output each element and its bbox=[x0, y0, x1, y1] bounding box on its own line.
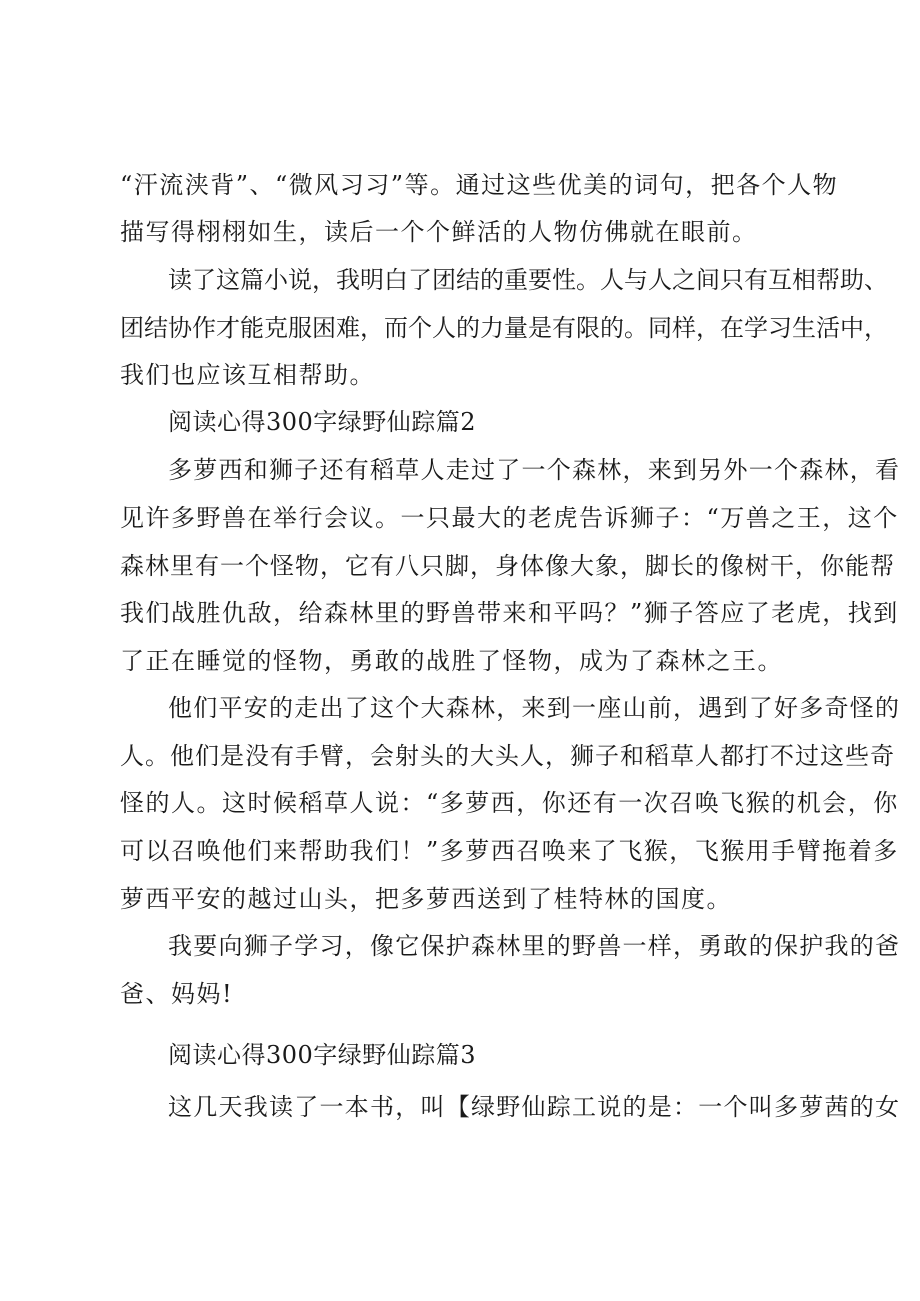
paragraph-line: 人。他们是没有手臂，会射头的大头人，狮子和稻草人都打不过这些奇 bbox=[120, 742, 895, 770]
paragraph-line: 描写得栩栩如生，读后一个个鲜活的人物仿佛就在眼前。 bbox=[120, 218, 758, 246]
paragraph-line: 团结协作才能克服困难，而个人的力量是有限的。同样，在学习生活中， bbox=[120, 314, 888, 342]
section-heading: 阅读心得300字绿野仙踪篇3 bbox=[168, 1041, 477, 1069]
paragraph-line: 我们战胜仇敌，给森林里的野兽带来和平吗？”狮子答应了老虎，找到 bbox=[120, 599, 899, 627]
paragraph-line: 多萝西和狮子还有稻草人走过了一个森林，来到另外一个森林，看 bbox=[168, 456, 901, 484]
paragraph-line: 森林里有一个怪物，它有八只脚，身体像大象，脚长的像树干，你能帮 bbox=[120, 552, 895, 580]
paragraph-line: 他们平安的走出了这个大森林，来到一座山前，遇到了好多奇怪的 bbox=[168, 694, 901, 722]
paragraph-line: 可以召唤他们来帮助我们！”多萝西召唤来了飞猴，飞猴用手臂拖着多 bbox=[120, 837, 899, 865]
paragraph-line: 萝西平安的越过山头，把多萝西送到了桂特林的国度。 bbox=[120, 885, 732, 913]
paragraph-line: 见许多野兽在举行会议。一只最大的老虎告诉狮子：“万兽之王，这个 bbox=[120, 504, 899, 532]
paragraph-line: 我要向狮子学习，像它保护森林里的野兽一样，勇敢的保护我的爸 bbox=[168, 932, 901, 960]
paragraph-line: 了正在睡觉的怪物，勇敢的战胜了怪物，成为了森林之王。 bbox=[120, 647, 783, 675]
section-heading: 阅读心得300字绿野仙踪篇2 bbox=[168, 408, 477, 436]
paragraph-line: 爸、妈妈! bbox=[120, 980, 234, 1008]
paragraph-line: 读了这篇小说，我明白了团结的重要性。人与人之间只有互相帮助、 bbox=[168, 266, 888, 294]
paragraph-line: 这几天我读了一本书，叫【绿野仙踪工说的是：一个叫多萝茜的女 bbox=[168, 1093, 901, 1121]
paragraph-line: “汗流浃背”、“微风习习”等。通过这些优美的词句，把各个人物 bbox=[120, 171, 839, 199]
paragraph-line: 怪的人。这时候稻草人说：“多萝西，你还有一次召唤飞猴的机会，你 bbox=[120, 789, 899, 817]
paragraph-line: 我们也应该互相帮助。 bbox=[120, 361, 375, 389]
